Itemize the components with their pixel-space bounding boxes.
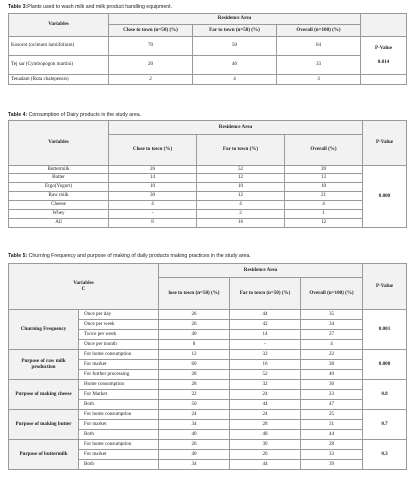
cell-close: 12	[159, 350, 230, 360]
table-row	[9, 174, 407, 183]
table5-col-pvalue: P-Value	[363, 264, 407, 310]
cell-close: 60	[159, 360, 230, 370]
cell-far: 4	[197, 201, 285, 210]
group-label: Purpose of buttermilk	[9, 440, 79, 470]
row-label: Cheese	[9, 201, 109, 210]
cell-overall: 4	[285, 201, 363, 210]
cell-overall: 1	[285, 210, 363, 219]
group-label: Purpose of raw milk production	[9, 350, 79, 380]
cell-close: 4	[109, 201, 197, 210]
cell-close: 30	[109, 192, 197, 201]
cell-overall: 33	[277, 56, 361, 75]
cell-overall: 30	[301, 380, 363, 390]
row-label: For home consumption	[79, 440, 159, 450]
row-label: Once per month	[79, 340, 159, 350]
table4-caption-text: Consumption of Dairy products in the study area.	[28, 112, 142, 118]
cell-overall: 35	[301, 310, 363, 320]
group-pvalue: 0.8	[363, 380, 407, 410]
table3-pvalue	[361, 37, 407, 75]
cell-far: 50	[193, 37, 277, 56]
group-pvalue: 0.001	[363, 310, 407, 350]
cell-overall: 40	[301, 370, 363, 380]
table5-col-close: lose to town (n=50) (%)	[159, 278, 230, 310]
row-label: Tej sar (Cymbopogon martini)	[9, 56, 109, 75]
table4-col-close: Close to town (%)	[109, 135, 197, 166]
table5	[8, 263, 407, 470]
row-label: All	[9, 219, 109, 228]
cell-overall: 23	[301, 390, 363, 400]
cell-far: 52	[197, 166, 285, 174]
cell-close: 24	[159, 410, 230, 420]
row-label: Ergo(Yogurt)	[9, 183, 109, 192]
table-row	[9, 56, 407, 75]
row-label: Whey	[9, 210, 109, 219]
cell-close: 34	[159, 420, 230, 430]
table3-pvalue-value: 0.014	[377, 58, 390, 65]
table-row	[9, 166, 407, 174]
table5-header-variables-label: Variables	[73, 279, 94, 286]
row-label: For market	[79, 360, 159, 370]
cell-far: 44	[230, 460, 301, 470]
cell-close: 26	[109, 166, 197, 174]
row-label: For market	[79, 450, 159, 460]
cell-far: 42	[230, 320, 301, 330]
row-label: Twice per week	[79, 330, 159, 340]
table-row	[9, 440, 407, 450]
table5-header-variables-sub: C	[81, 285, 86, 292]
cell-overall: 33	[301, 450, 363, 460]
table4-col-overall: Overall (%)	[285, 135, 363, 166]
row-label: Both	[79, 400, 159, 410]
cell-overall: 38	[301, 360, 363, 370]
row-label: Once per day	[79, 310, 159, 320]
cell-far: 28	[230, 420, 301, 430]
table-row	[9, 310, 407, 320]
cell-close: 28	[159, 370, 230, 380]
cell-far: 24	[230, 410, 301, 420]
cell-far: 52	[230, 370, 301, 380]
cell-far: 32	[230, 350, 301, 360]
cell-close: 34	[159, 460, 230, 470]
table-row	[9, 210, 407, 219]
cell-overall: 21	[285, 192, 363, 201]
table4-pvalue: 0.008	[363, 166, 407, 228]
cell-close: 26	[159, 310, 230, 320]
table4-col-far: Far to town (%)	[197, 135, 285, 166]
row-label: Tenadam (Ruta chalepensis)	[9, 75, 109, 85]
table5-caption-text: Churning Frequency and purpose of making of daily products making practices in the study area.	[28, 253, 251, 259]
group-label: Purpose of making butter	[9, 410, 79, 440]
cell-far: 44	[230, 400, 301, 410]
cell-far: 32	[230, 380, 301, 390]
table4-header-variables: Variables	[9, 121, 109, 166]
cell-far: 24	[230, 390, 301, 400]
table-row	[9, 219, 407, 228]
row-label: Once per week	[79, 320, 159, 330]
cell-close: 70	[109, 37, 193, 56]
table5-col-far: Far to town (n=50) (%)	[230, 278, 301, 310]
row-label: Kosorot (ocimum lamiifolium)	[9, 37, 109, 56]
cell-far: 48	[230, 430, 301, 440]
table5-header-group: Residence Area	[159, 264, 363, 278]
cell-close: 40	[159, 430, 230, 440]
row-label: Buttermilk	[9, 166, 109, 174]
cell-overall: 34	[301, 320, 363, 330]
row-label: For home consumption	[79, 410, 159, 420]
group-pvalue: 0.3	[363, 440, 407, 470]
row-label: Butter	[9, 174, 109, 183]
table3-caption-text: Plants used to wash milk and milk product handling equipment.	[27, 4, 172, 10]
cell-overall: 4	[301, 340, 363, 350]
table5-header-row	[9, 264, 407, 278]
table3-caption-label: Table 3:	[8, 4, 28, 10]
table4-col-pvalue: P-Value	[363, 121, 407, 166]
table-row	[9, 201, 407, 210]
cell-close: 26	[159, 440, 230, 450]
cell-overall: 12	[285, 219, 363, 228]
cell-far: 14	[230, 330, 301, 340]
row-label: Home consumption	[79, 380, 159, 390]
cell-overall: 13	[285, 174, 363, 183]
cell-close: 20	[109, 56, 193, 75]
table-row	[9, 183, 407, 192]
cell-close: 10	[109, 183, 197, 192]
table5-caption-label: Table 5:	[8, 253, 28, 259]
cell-overall: 44	[301, 430, 363, 440]
cell-far: 16	[230, 360, 301, 370]
cell-overall: 64	[277, 37, 361, 56]
cell-close: 40	[159, 330, 230, 340]
table3-header-variables: Variables	[9, 14, 109, 37]
table3-pvalue-blank	[361, 75, 407, 85]
table-row	[9, 75, 407, 85]
cell-close: 8	[109, 219, 197, 228]
table-row	[9, 410, 407, 420]
table5-caption	[8, 253, 251, 259]
table4-caption	[8, 112, 141, 118]
cell-overall: 27	[301, 330, 363, 340]
table3-col-far: Far to town (n=50) (%)	[193, 25, 277, 37]
cell-far: 2	[197, 210, 285, 219]
row-label: For Market	[79, 390, 159, 400]
cell-close: 28	[159, 380, 230, 390]
table-row	[9, 380, 407, 390]
cell-overall: 10	[285, 183, 363, 192]
cell-overall: 22	[301, 350, 363, 360]
cell-far: 44	[230, 310, 301, 320]
row-label: Both	[79, 430, 159, 440]
table-row	[9, 37, 407, 56]
cell-close: 2	[109, 75, 193, 85]
row-label: For home consumption	[79, 350, 159, 360]
cell-close: 14	[109, 174, 197, 183]
row-label: Both	[79, 460, 159, 470]
table3-caption	[8, 4, 172, 10]
cell-overall: 39	[285, 166, 363, 174]
table3-header-pvalue-blank	[361, 14, 407, 37]
table3	[8, 13, 407, 85]
group-label: Churning Frequency	[9, 310, 79, 350]
group-pvalue: 0.7	[363, 410, 407, 440]
table4	[8, 120, 407, 228]
table4-header-row	[9, 121, 407, 135]
table-row	[9, 192, 407, 201]
cell-far: 4	[193, 75, 277, 85]
cell-overall: 31	[301, 420, 363, 430]
cell-overall: 3	[277, 75, 361, 85]
table3-col-close: Close to town (n=50) (%)	[109, 25, 193, 37]
cell-close: 8	[159, 340, 230, 350]
table3-header-group: Residence Area	[109, 14, 361, 25]
table3-col-overall: Overall (n=100) (%)	[277, 25, 361, 37]
cell-close: 26	[159, 320, 230, 330]
cell-close: 50	[159, 400, 230, 410]
cell-far: 46	[193, 56, 277, 75]
cell-far: 26	[230, 450, 301, 460]
cell-close: 40	[159, 450, 230, 460]
group-label: Purpose of making cheese	[9, 380, 79, 410]
cell-far: 12	[197, 174, 285, 183]
row-label: Raw milk	[9, 192, 109, 201]
table4-header-group: Residence Area	[109, 121, 363, 135]
cell-far: 10	[197, 183, 285, 192]
row-label: For market	[79, 420, 159, 430]
row-label: For further processing	[79, 370, 159, 380]
cell-overall: 28	[301, 440, 363, 450]
table3-header-row	[9, 14, 407, 25]
table5-header-variables	[9, 264, 159, 310]
cell-overall: 25	[301, 410, 363, 420]
cell-overall: 47	[301, 400, 363, 410]
cell-close: 22	[159, 390, 230, 400]
table5-col-overall: Overall (n=100) (%)	[301, 278, 363, 310]
table4-caption-label: Table 4:	[8, 112, 28, 118]
table3-col-pvalue: P-Value	[374, 44, 393, 51]
table-row	[9, 350, 407, 360]
cell-far: 12	[197, 192, 285, 201]
group-pvalue: 0.000	[363, 350, 407, 380]
cell-far: 16	[197, 219, 285, 228]
cell-far: 30	[230, 440, 301, 450]
cell-far: -	[230, 340, 301, 350]
cell-overall: 39	[301, 460, 363, 470]
cell-close: -	[109, 210, 197, 219]
